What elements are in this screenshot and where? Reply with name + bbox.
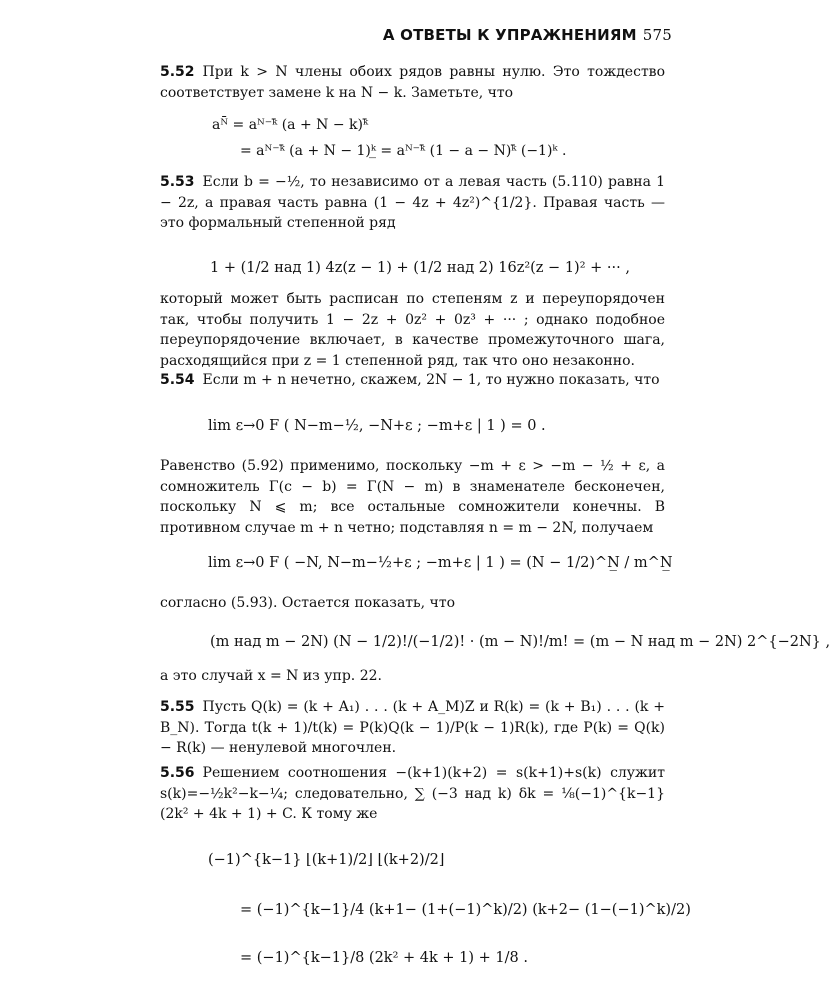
- answer-5-55: [160, 697, 665, 759]
- answer-5-53: [160, 172, 665, 234]
- equation: 1 + (1/2 над 1) 4z(z − 1) + (1/2 над 2) 16z²(z − 1)² + ··· ,: [210, 260, 630, 276]
- paragraph: который может быть расписан по степеням z и переупорядочен так, чтобы получить 1 − 2z + 0z² + 0z³ + ··· ; однако подобное переупорядочение включает, в качестве промежуточного шага, расходящийся при z = 1 степенной ряд, так что оно незаконно.: [160, 291, 665, 369]
- answer-number: 5.56: [160, 765, 195, 781]
- answer-text: Если b = −½, то независимо от a левая часть (5.110) равна 1 − 2z, а правая часть равна (1 − 4z + 4z²)^{1/2}. Правая часть — это формальный степенной ряд: [160, 174, 665, 231]
- equation: = aᴺ⁻ᵏ̄ (a + N − 1)ᵏ̲ = aᴺ⁻ᵏ̄ (1 − a − N)ᵏ̄ (−1)ᵏ .: [240, 143, 567, 159]
- equation: = (−1)^{k−1}/4 (k+1− (1+(−1)^k)/2) (k+2− (1−(−1)^k)/2): [240, 902, 691, 918]
- equation: lim ε→0 F ( −N, N−m−½+ε ; −m+ε | 1 ) = (N − 1/2)^N̲ / m^N̲: [208, 555, 673, 571]
- paragraph: Равенство (5.92) применимо, поскольку −m + ε > −m − ½ + ε, а сомножитель Γ(c − b) = Γ(N − m) в знаменателе бесконечен, поскольку N ⩽ m; все остальные сомножители конечны. В противном случае m + n четно; подставляя n = m − 2N, получаем: [160, 458, 665, 536]
- answer-number: 5.55: [160, 699, 195, 715]
- answer-text: Если m + n нечетно, скажем, 2N − 1, то нужно показать, что: [202, 372, 660, 388]
- answer-number: 5.54: [160, 372, 195, 388]
- running-header: [372, 26, 672, 48]
- answer-text: Решением соотношения −(k+1)(k+2) = s(k+1)+s(k) служит s(k)=−½k²−k−¼; следовательно, ∑ (−3 над k) δk = ⅛(−1)^{k−1}(2k² + 4k + 1) + C. К тому же: [160, 765, 665, 822]
- answer-number: 5.52: [160, 64, 195, 80]
- answer-text: Пусть Q(k) = (k + A₁) . . . (k + A_M)Z и R(k) = (k + B₁) . . . (k + B_N). Тогда t(k + 1)/t(k) = P(k)Q(k − 1)/P(k − 1)R(k), где P(k) = Q(k) − R(k) — ненулевой многочлен.: [160, 699, 665, 756]
- header-title: А ОТВЕТЫ К УПРАЖНЕНИЯМ: [382, 26, 637, 44]
- equation: (−1)^{k−1} ⌊(k+1)/2⌋ ⌊(k+2)/2⌋: [208, 852, 445, 868]
- equation: (m над m − 2N) (N − 1/2)!/(−1/2)! · (m − N)!/m! = (m − N над m − 2N) 2^{−2N} ,: [210, 634, 830, 650]
- answer-5-52: [160, 62, 665, 103]
- page-number: 575: [642, 26, 672, 44]
- equation: = (−1)^{k−1}/8 (2k² + 4k + 1) + 1/8 .: [240, 950, 528, 966]
- answer-text: При k > N члены обоих рядов равны нулю. Это тождество соответствует замене k на N − k. Заметьте, что: [160, 64, 665, 101]
- equation: lim ε→0 F ( N−m−½, −N+ε ; −m+ε | 1 ) = 0 .: [208, 418, 546, 434]
- answer-5-54: [160, 370, 665, 391]
- equation: aᴺ̄ = aᴺ⁻ᵏ̄ (a + N − k)ᵏ̄: [212, 117, 369, 133]
- answer-5-56: [160, 763, 665, 825]
- paragraph: а это случай x = N из упр. 22.: [160, 668, 382, 684]
- answer-number: 5.53: [160, 174, 195, 190]
- paragraph: согласно (5.93). Остается показать, что: [160, 595, 455, 611]
